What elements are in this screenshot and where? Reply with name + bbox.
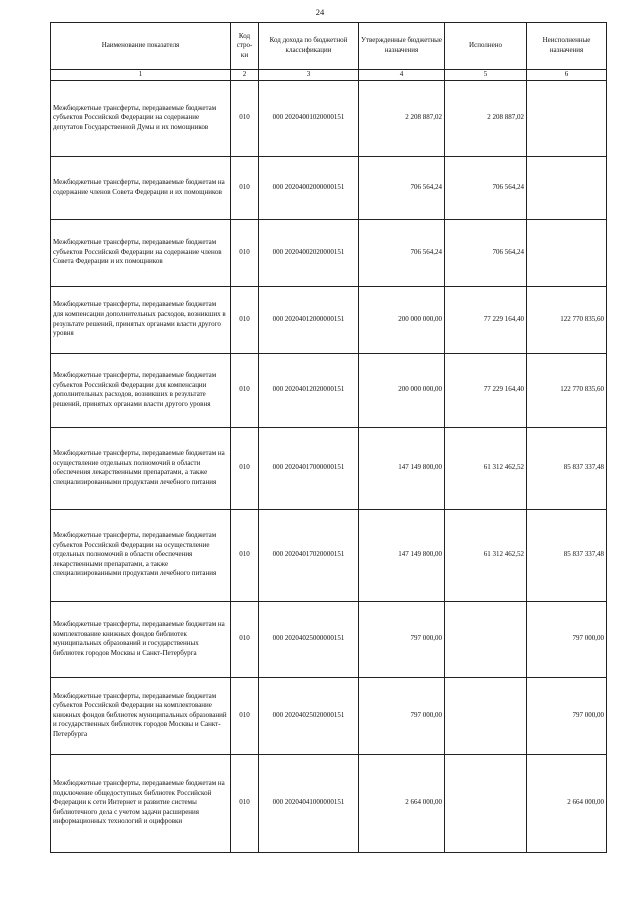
table-row bbox=[51, 286, 607, 353]
header-line-code: Код стро- ки bbox=[231, 23, 259, 70]
table-row bbox=[51, 219, 607, 286]
line-code: 010 bbox=[231, 156, 259, 219]
approved-amount: 147 149 800,00 bbox=[359, 427, 445, 509]
approved-amount: 797 000,00 bbox=[359, 601, 445, 677]
line-code: 010 bbox=[231, 677, 259, 754]
header-executed: Исполнено bbox=[445, 23, 527, 70]
column-number: 5 bbox=[445, 70, 527, 81]
executed-amount: 2 208 887,02 bbox=[445, 80, 527, 156]
header-indicator-name: Наименование показателя bbox=[51, 23, 231, 70]
column-number: 4 bbox=[359, 70, 445, 81]
unexecuted-amount: 85 837 337,48 bbox=[527, 427, 607, 509]
table-header-row bbox=[51, 23, 607, 70]
indicator-name: Межбюджетные трансферты, передаваемые бюджетам субъектов Российской Федерации на содержание депутатов Государственной Думы и их помощников bbox=[51, 80, 231, 156]
unexecuted-amount: 122 770 835,60 bbox=[527, 286, 607, 353]
executed-amount bbox=[445, 601, 527, 677]
unexecuted-amount: 122 770 835,60 bbox=[527, 353, 607, 427]
indicator-name: Межбюджетные трансферты, передаваемые бюджетам на комплектование книжных фондов библиотек муниципальных образований и государственных библиотек городов Москвы и Санкт-Петербурга bbox=[51, 601, 231, 677]
table-row bbox=[51, 754, 607, 852]
table-row bbox=[51, 677, 607, 754]
indicator-name: Межбюджетные трансферты, передаваемые бюджетам субъектов Российской Федерации на осуществление отдельных полномочий в области обеспечения лекарственными препаратами, а также специализированными продуктами лечебного питания bbox=[51, 509, 231, 601]
indicator-name: Межбюджетные трансферты, передаваемые бюджетам субъектов Российской Федерации на комплектование книжных фондов библиотек муниципальных образований и государственных библиотек городов Москвы и Санкт-Петербурга bbox=[51, 677, 231, 754]
column-number: 3 bbox=[259, 70, 359, 81]
approved-amount: 2 208 887,02 bbox=[359, 80, 445, 156]
income-code: 000 20204012020000151 bbox=[259, 353, 359, 427]
line-code: 010 bbox=[231, 754, 259, 852]
table-row bbox=[51, 80, 607, 156]
table-row bbox=[51, 509, 607, 601]
line-code: 010 bbox=[231, 353, 259, 427]
unexecuted-amount: 2 664 000,00 bbox=[527, 754, 607, 852]
approved-amount: 706 564,24 bbox=[359, 156, 445, 219]
executed-amount: 77 229 164,40 bbox=[445, 353, 527, 427]
table-row bbox=[51, 427, 607, 509]
column-number: 6 bbox=[527, 70, 607, 81]
indicator-name: Межбюджетные трансферты, передаваемые бюджетам субъектов Российской Федерации для компенсации дополнительных расходов, возникших в результате решений, принятых органами власти другого уровня bbox=[51, 353, 231, 427]
column-number: 2 bbox=[231, 70, 259, 81]
budget-execution-table bbox=[50, 22, 607, 853]
unexecuted-amount: 85 837 337,48 bbox=[527, 509, 607, 601]
income-code: 000 20204017000000151 bbox=[259, 427, 359, 509]
table-row bbox=[51, 601, 607, 677]
approved-amount: 200 000 000,00 bbox=[359, 286, 445, 353]
executed-amount bbox=[445, 677, 527, 754]
indicator-name: Межбюджетные трансферты, передаваемые бюджетам на содержание членов Совета Федерации и их помощников bbox=[51, 156, 231, 219]
approved-amount: 147 149 800,00 bbox=[359, 509, 445, 601]
income-code: 000 20204017020000151 bbox=[259, 509, 359, 601]
line-code: 010 bbox=[231, 601, 259, 677]
executed-amount: 77 229 164,40 bbox=[445, 286, 527, 353]
column-number-row bbox=[51, 70, 607, 81]
line-code: 010 bbox=[231, 286, 259, 353]
approved-amount: 200 000 000,00 bbox=[359, 353, 445, 427]
income-code: 000 20204041000000151 bbox=[259, 754, 359, 852]
unexecuted-amount: 797 000,00 bbox=[527, 601, 607, 677]
indicator-name: Межбюджетные трансферты, передаваемые бюджетам на осуществление отдельных полномочий в области обеспечения лекарственными препаратами, а также специализированными продуктами лечебного питания bbox=[51, 427, 231, 509]
income-code: 000 20204001020000151 bbox=[259, 80, 359, 156]
income-code: 000 20204002020000151 bbox=[259, 219, 359, 286]
line-code: 010 bbox=[231, 427, 259, 509]
line-code: 010 bbox=[231, 509, 259, 601]
approved-amount: 2 664 000,00 bbox=[359, 754, 445, 852]
approved-amount: 706 564,24 bbox=[359, 219, 445, 286]
line-code: 010 bbox=[231, 80, 259, 156]
indicator-name: Межбюджетные трансферты, передаваемые бюджетам для компенсации дополнительных расходов, возникших в результате решений, принятых органами власти другого уровня bbox=[51, 286, 231, 353]
header-unexecuted: Неисполненные назначения bbox=[527, 23, 607, 70]
executed-amount: 706 564,24 bbox=[445, 219, 527, 286]
table-row bbox=[51, 353, 607, 427]
executed-amount: 61 312 462,52 bbox=[445, 427, 527, 509]
page-number: 24 bbox=[315, 7, 325, 17]
income-code: 000 20204012000000151 bbox=[259, 286, 359, 353]
unexecuted-amount bbox=[527, 219, 607, 286]
income-code: 000 20204002000000151 bbox=[259, 156, 359, 219]
indicator-name: Межбюджетные трансферты, передаваемые бюджетам на подключение общедоступных библиотек Российской Федерации к сети Интернет и развитие системы библиотечного дела с учетом задачи расширения информационных технологий и оцифровки bbox=[51, 754, 231, 852]
unexecuted-amount bbox=[527, 156, 607, 219]
header-income-code: Код дохода по бюджетной классификации bbox=[259, 23, 359, 70]
unexecuted-amount bbox=[527, 80, 607, 156]
income-code: 000 20204025020000151 bbox=[259, 677, 359, 754]
header-approved: Утвержденные бюджетные назначения bbox=[359, 23, 445, 70]
executed-amount bbox=[445, 754, 527, 852]
income-code: 000 20204025000000151 bbox=[259, 601, 359, 677]
column-number: 1 bbox=[51, 70, 231, 81]
executed-amount: 61 312 462,52 bbox=[445, 509, 527, 601]
executed-amount: 706 564,24 bbox=[445, 156, 527, 219]
unexecuted-amount: 797 000,00 bbox=[527, 677, 607, 754]
approved-amount: 797 000,00 bbox=[359, 677, 445, 754]
table-row bbox=[51, 156, 607, 219]
line-code: 010 bbox=[231, 219, 259, 286]
indicator-name: Межбюджетные трансферты, передаваемые бюджетам субъектов Российской Федерации на содержание членов Совета Федерации и их помощников bbox=[51, 219, 231, 286]
